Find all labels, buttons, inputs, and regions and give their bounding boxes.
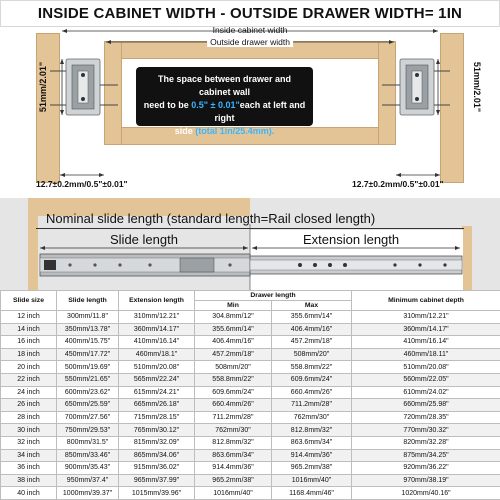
table-row (1, 311, 500, 324)
table-row (1, 462, 500, 475)
table-row (1, 336, 500, 349)
spec-table-body (1, 311, 500, 500)
cell-drawer-max: 711.2mm/28" (272, 399, 352, 412)
cell-drawer-max: 965.2mm/38" (272, 462, 352, 475)
spacing-note-total: (total 1in/25.4mm). (195, 126, 275, 136)
table-row (1, 373, 500, 386)
cell-min-cabinet-depth: 610mm/24.02" (352, 386, 500, 399)
right-gap-label: 12.7±0.2mm/0.5"±0.01" (352, 179, 444, 189)
table-row (1, 323, 500, 336)
cell-slide-length: 850mm/33.46" (57, 449, 119, 462)
table-row (1, 386, 500, 399)
slide-diagram (0, 198, 500, 290)
cell-extension-length: 1015mm/39.96" (119, 487, 195, 500)
cell-drawer-min: 558.8mm/22" (195, 373, 272, 386)
extension-length-label: Extension length (303, 232, 400, 247)
table-row (1, 436, 500, 449)
inside-cabinet-width-label: Inside cabinet width (212, 27, 288, 35)
cell-slide-size: 24 inch (1, 386, 57, 399)
cell-min-cabinet-depth: 460mm/18.11" (352, 348, 500, 361)
table-row (1, 449, 500, 462)
spacing-note-line2-suffix: each at left and right (214, 100, 306, 123)
header-slide-length: Slide length (57, 291, 119, 311)
spacing-note-tolerance: 0.5" ± 0.01" (191, 100, 240, 110)
header-drawer-max: Max (272, 301, 352, 311)
cell-slide-size: 28 inch (1, 411, 57, 424)
cell-extension-length: 915mm/36.02" (119, 462, 195, 475)
cell-slide-length: 1000mm/39.37" (57, 487, 119, 500)
spacing-note (136, 67, 313, 136)
cell-drawer-min: 914.4mm/36" (195, 462, 272, 475)
slide-length-label: Slide length (110, 232, 178, 247)
cell-slide-length: 500mm/19.69" (57, 361, 119, 374)
cell-slide-length: 350mm/13.78" (57, 323, 119, 336)
cell-slide-length: 600mm/23.62" (57, 386, 119, 399)
header-drawer-min: Min (195, 301, 272, 311)
cell-slide-size: 22 inch (1, 373, 57, 386)
cell-slide-length: 400mm/15.75" (57, 336, 119, 349)
cell-drawer-min: 863.6mm/34" (195, 449, 272, 462)
header-min-cabinet-depth: Minimum cabinet depth (352, 291, 500, 311)
cell-slide-length: 900mm/35.43" (57, 462, 119, 475)
cell-slide-length: 750mm/29.53" (57, 424, 119, 437)
cell-extension-length: 815mm/32.09" (119, 436, 195, 449)
spacing-note-line3-prefix: side (174, 126, 196, 136)
cell-min-cabinet-depth: 510mm/20.08" (352, 361, 500, 374)
cell-min-cabinet-depth: 970mm/38.19" (352, 474, 500, 487)
table-row (1, 399, 500, 412)
cell-slide-size: 32 inch (1, 436, 57, 449)
cell-slide-length: 950mm/37.4" (57, 474, 119, 487)
table-row (1, 487, 500, 500)
cell-extension-length: 565mm/22.24" (119, 373, 195, 386)
cell-slide-size: 12 inch (1, 311, 57, 324)
cell-drawer-min: 457.2mm/18" (195, 348, 272, 361)
table-row (1, 348, 500, 361)
cell-min-cabinet-depth: 1020mm/40.16" (352, 487, 500, 500)
table-row (1, 411, 500, 424)
cell-drawer-max: 863.6mm/34" (272, 436, 352, 449)
cell-extension-length: 865mm/34.06" (119, 449, 195, 462)
cell-extension-length: 765mm/30.12" (119, 424, 195, 437)
cell-slide-size: 26 inch (1, 399, 57, 412)
cell-slide-size: 34 inch (1, 449, 57, 462)
cell-extension-length: 965mm/37.99" (119, 474, 195, 487)
cell-slide-size: 14 inch (1, 323, 57, 336)
cell-extension-length: 460mm/18.1" (119, 348, 195, 361)
cell-drawer-min: 660.4mm/26" (195, 399, 272, 412)
cell-min-cabinet-depth: 360mm/14.17" (352, 323, 500, 336)
table-row (1, 361, 500, 374)
cell-drawer-max: 1016mm/40" (272, 474, 352, 487)
cell-min-cabinet-depth: 770mm/30.32" (352, 424, 500, 437)
cell-slide-size: 38 inch (1, 474, 57, 487)
cell-min-cabinet-depth: 410mm/16.14" (352, 336, 500, 349)
cell-extension-length: 410mm/16.14" (119, 336, 195, 349)
cell-min-cabinet-depth: 660mm/25.98" (352, 399, 500, 412)
cell-drawer-max: 1168.4mm/46" (272, 487, 352, 500)
cell-drawer-max: 406.4mm/16" (272, 323, 352, 336)
cell-drawer-min: 812.8mm/32" (195, 436, 272, 449)
cell-drawer-max: 762mm/30" (272, 411, 352, 424)
cell-drawer-min: 304.8mm/12" (195, 311, 272, 324)
cell-min-cabinet-depth: 875mm/34.25" (352, 449, 500, 462)
cell-slide-length: 650mm/25.59" (57, 399, 119, 412)
nominal-length-label: Nominal slide length (standard length=Rail closed length) (46, 211, 376, 226)
cell-slide-size: 16 inch (1, 336, 57, 349)
spacing-note-line2-prefix: need to be (143, 100, 192, 110)
cell-extension-length: 665mm/26.18" (119, 399, 195, 412)
cell-slide-size: 20 inch (1, 361, 57, 374)
header-extension-length: Extension length (119, 291, 195, 311)
outside-drawer-width-label: Outside drawer width (207, 37, 293, 47)
cell-drawer-max: 660.4mm/26" (272, 386, 352, 399)
cell-slide-size: 30 inch (1, 424, 57, 437)
left-gap-label: 12.7±0.2mm/0.5"±0.01" (36, 179, 128, 189)
cell-drawer-max: 914.4mm/36" (272, 449, 352, 462)
table-row (1, 424, 500, 437)
cell-drawer-min: 609.6mm/24" (195, 386, 272, 399)
cell-drawer-max: 355.6mm/14" (272, 311, 352, 324)
cell-extension-length: 715mm/28.15" (119, 411, 195, 424)
cell-drawer-min: 355.6mm/14" (195, 323, 272, 336)
cell-drawer-max: 609.6mm/24" (272, 373, 352, 386)
cell-drawer-min: 711.2mm/28" (195, 411, 272, 424)
cell-slide-size: 40 inch (1, 487, 57, 500)
cell-slide-length: 700mm/27.56" (57, 411, 119, 424)
cell-slide-length: 300mm/11.8" (57, 311, 119, 324)
spacing-note-line1: The space between drawer and cabinet wall (157, 74, 292, 97)
cell-drawer-max: 457.2mm/18" (272, 336, 352, 349)
cell-drawer-max: 558.8mm/22" (272, 361, 352, 374)
cell-min-cabinet-depth: 820mm/32.28" (352, 436, 500, 449)
cell-min-cabinet-depth: 560mm/22.05" (352, 373, 500, 386)
cell-min-cabinet-depth: 720mm/28.35" (352, 411, 500, 424)
cell-drawer-min: 508mm/20" (195, 361, 272, 374)
cell-extension-length: 615mm/24.21" (119, 386, 195, 399)
cell-drawer-min: 762mm/30" (195, 424, 272, 437)
table-row (1, 474, 500, 487)
header-slide-size: Slide size (1, 291, 57, 311)
cabinet-diagram (0, 27, 500, 195)
slide-rail-graphics (0, 198, 500, 290)
cell-slide-size: 36 inch (1, 462, 57, 475)
right-height-label: 51mm/2.01" (472, 61, 483, 113)
header-drawer-length: Drawer length (195, 291, 352, 301)
cell-slide-length: 800mm/31.5" (57, 436, 119, 449)
cell-drawer-min: 406.4mm/16" (195, 336, 272, 349)
cell-extension-length: 310mm/12.21" (119, 311, 195, 324)
title-bar (0, 0, 500, 27)
cell-min-cabinet-depth: 920mm/36.22" (352, 462, 500, 475)
cell-drawer-max: 812.8mm/32" (272, 424, 352, 437)
cell-drawer-min: 1016mm/40" (195, 487, 272, 500)
cell-extension-length: 360mm/14.17" (119, 323, 195, 336)
cell-drawer-min: 965.2mm/38" (195, 474, 272, 487)
spec-table (0, 290, 500, 500)
cell-slide-length: 450mm/17.72" (57, 348, 119, 361)
cell-drawer-max: 508mm/20" (272, 348, 352, 361)
cell-extension-length: 510mm/20.08" (119, 361, 195, 374)
page-title: INSIDE CABINET WIDTH - OUTSIDE DRAWER WIDTH= 1IN (37, 5, 463, 22)
cell-slide-size: 18 inch (1, 348, 57, 361)
left-height-label: 51mm/2.01" (38, 61, 49, 113)
cell-slide-length: 550mm/21.65" (57, 373, 119, 386)
cell-min-cabinet-depth: 310mm/12.21" (352, 311, 500, 324)
